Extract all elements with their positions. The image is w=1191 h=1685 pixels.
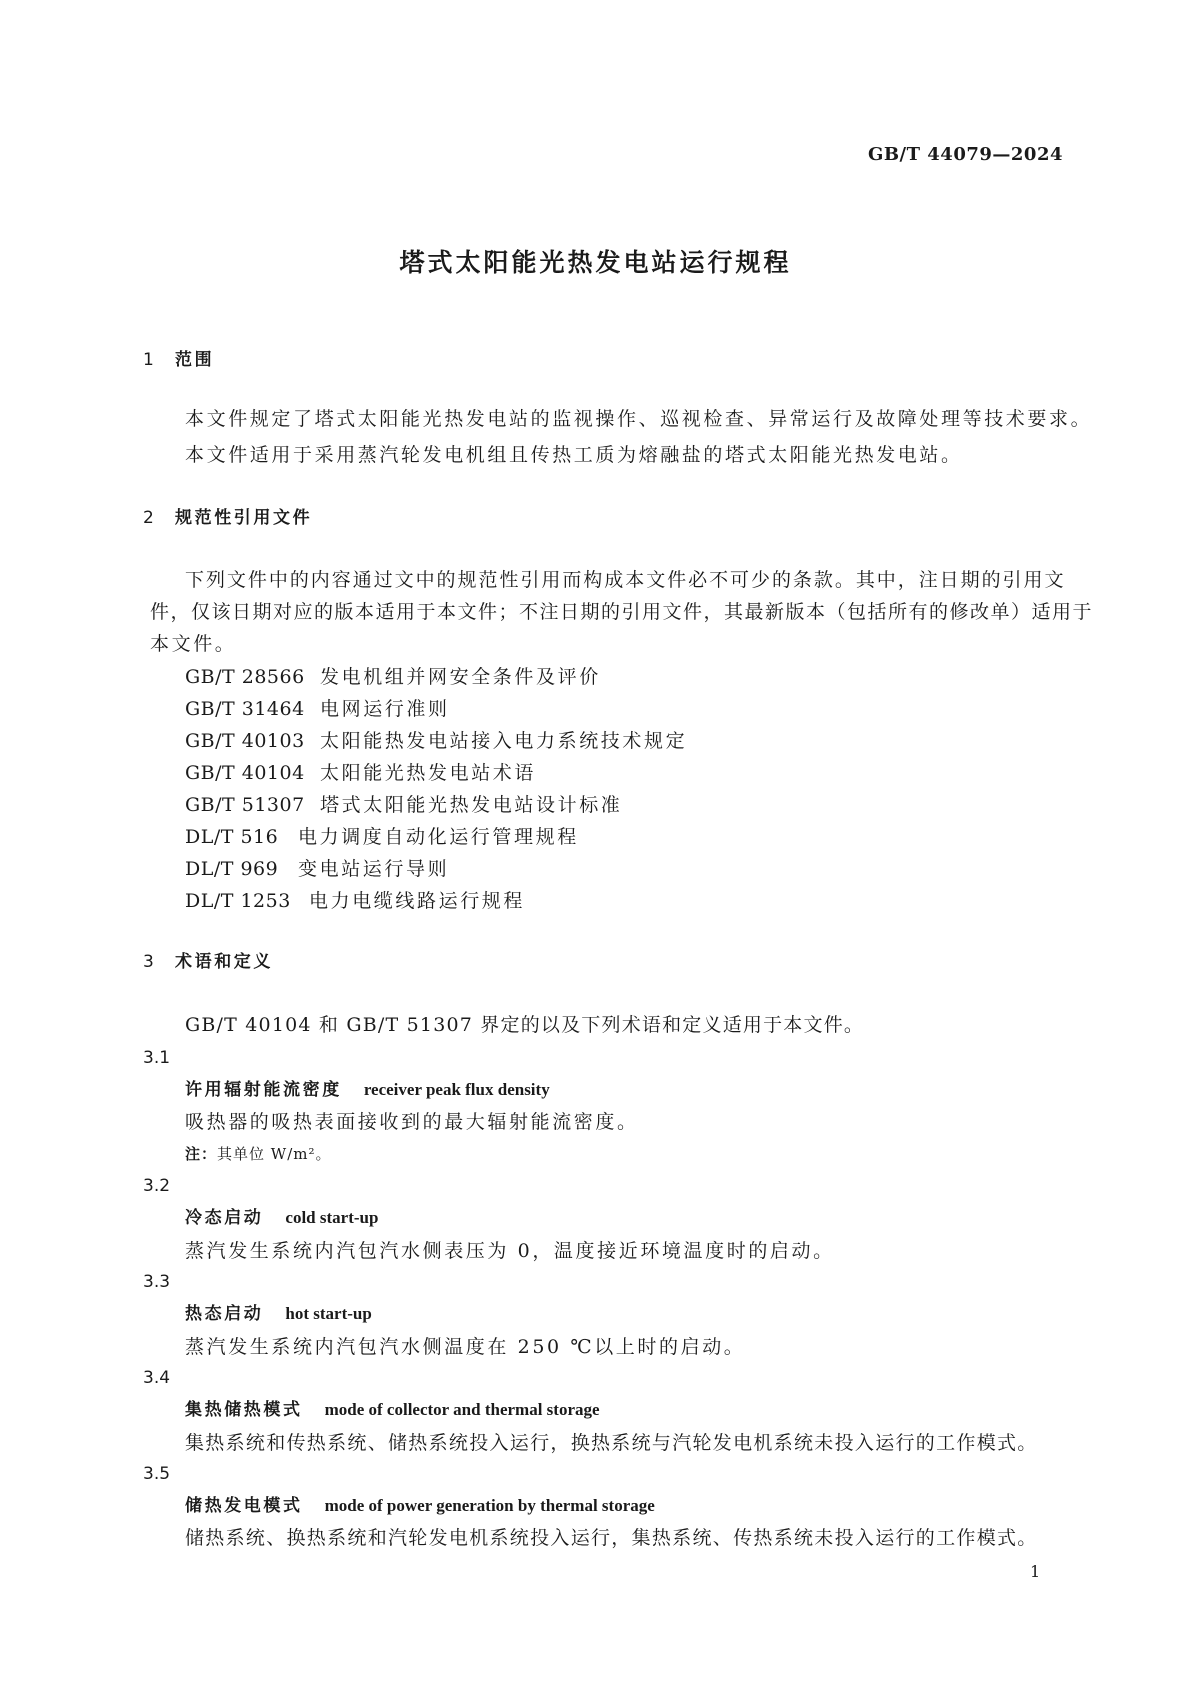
term-number: 3.5 [143,1464,171,1484]
reference-code: GB/T 40103 [185,730,305,752]
reference-item [185,665,601,689]
term-en: hot start-up [285,1304,372,1323]
term-heading [185,1398,600,1422]
section-number: 2 [143,508,154,528]
section-heading: 范围 [175,350,215,370]
term-en: mode of collector and thermal storage [324,1400,600,1419]
term-number: 3.4 [143,1368,171,1388]
term-zh: 储热发电模式 [185,1496,303,1516]
document-title: 塔式太阳能光热发电站运行规程 [399,248,792,277]
term-number: 3.3 [143,1272,171,1292]
term-en: cold start-up [285,1208,379,1227]
reference-title: 变电站运行导则 [298,858,450,880]
term-definition: 集热系统和传热系统、储热系统投入运行，换热系统与汽轮发电机系统未投入运行的工作模式。 [185,1432,1038,1454]
reference-title: 太阳能热发电站接入电力系统技术规定 [320,730,688,752]
paragraph-line: 下列文件中的内容通过文中的规范性引用而构成本文件必不可少的条款。其中，注日期的引用文 [185,569,1065,591]
section-heading: 术语和定义 [175,952,273,972]
term-zh: 集热储热模式 [185,1400,303,1420]
reference-code: DL/T 516 [185,826,279,848]
term-number: 3.2 [143,1176,171,1196]
reference-title: 电力电缆线路运行规程 [309,890,526,912]
term-number: 3.1 [143,1048,171,1068]
reference-item [185,697,450,721]
section-heading: 规范性引用文件 [175,508,313,528]
reference-title: 太阳能光热发电站术语 [320,762,537,784]
paragraph-line: 件，仅该日期对应的版本适用于本文件；不注日期的引用文件，其最新版本（包括所有的修改单）适用于 [150,601,1094,623]
term-heading [185,1078,550,1102]
note-text: 其单位 W/m²。 [217,1145,332,1163]
standard-number: GB/T 44079—2024 [867,144,1063,165]
paragraph-line: 本文件。 [150,633,237,655]
reference-code: DL/T 1253 [185,890,291,912]
term-definition: 蒸汽发生系统内汽包汽水侧温度在 250 ℃以上时的启动。 [185,1336,746,1358]
reference-item [185,857,449,881]
reference-item [185,729,687,753]
note-label: 注： [185,1145,218,1163]
reference-code: GB/T 51307 [185,794,305,816]
term-heading [185,1206,378,1230]
term-zh: 热态启动 [185,1304,264,1324]
reference-code: DL/T 969 [185,858,279,880]
term-heading [185,1494,655,1518]
term-definition: 蒸汽发生系统内汽包汽水侧表压为 0，温度接近环境温度时的启动。 [185,1240,835,1262]
reference-code: GB/T 31464 [185,698,305,720]
reference-item [185,825,579,849]
term-heading [185,1302,372,1326]
reference-title: 电力调度自动化运行管理规程 [298,826,579,848]
term-definition: 吸热器的吸热表面接收到的最大辐射能流密度。 [185,1111,639,1133]
note [185,1142,332,1166]
reference-code: GB/T 40104 [185,762,305,784]
reference-item [185,889,525,913]
reference-title: 塔式太阳能光热发电站设计标准 [320,794,623,816]
term-en: mode of power generation by thermal storage [324,1496,655,1515]
section-number: 3 [143,952,154,972]
page-number: 1 [1030,1562,1043,1581]
reference-title: 电网运行准则 [320,698,450,720]
term-zh: 冷态启动 [185,1208,264,1228]
paragraph: 本文件适用于采用蒸汽轮发电机组且传热工质为熔融盐的塔式太阳能光热发电站。 [185,444,963,466]
term-definition: 储热系统、换热系统和汽轮发电机系统投入运行，集热系统、传热系统未投入运行的工作模式。 [185,1527,1038,1549]
paragraph: 本文件规定了塔式太阳能光热发电站的监视操作、巡视检查、异常运行及故障处理等技术要求。 [185,408,1093,430]
reference-item [185,761,536,785]
reference-title: 发电机组并网安全条件及评价 [320,666,601,688]
term-en: receiver peak flux density [363,1080,550,1099]
section-number: 1 [143,350,154,370]
paragraph: GB/T 40104 和 GB/T 51307 界定的以及下列术语和定义适用于本文件。 [185,1014,865,1036]
reference-code: GB/T 28566 [185,666,305,688]
reference-item [185,793,622,817]
term-zh: 许用辐射能流密度 [185,1080,342,1100]
